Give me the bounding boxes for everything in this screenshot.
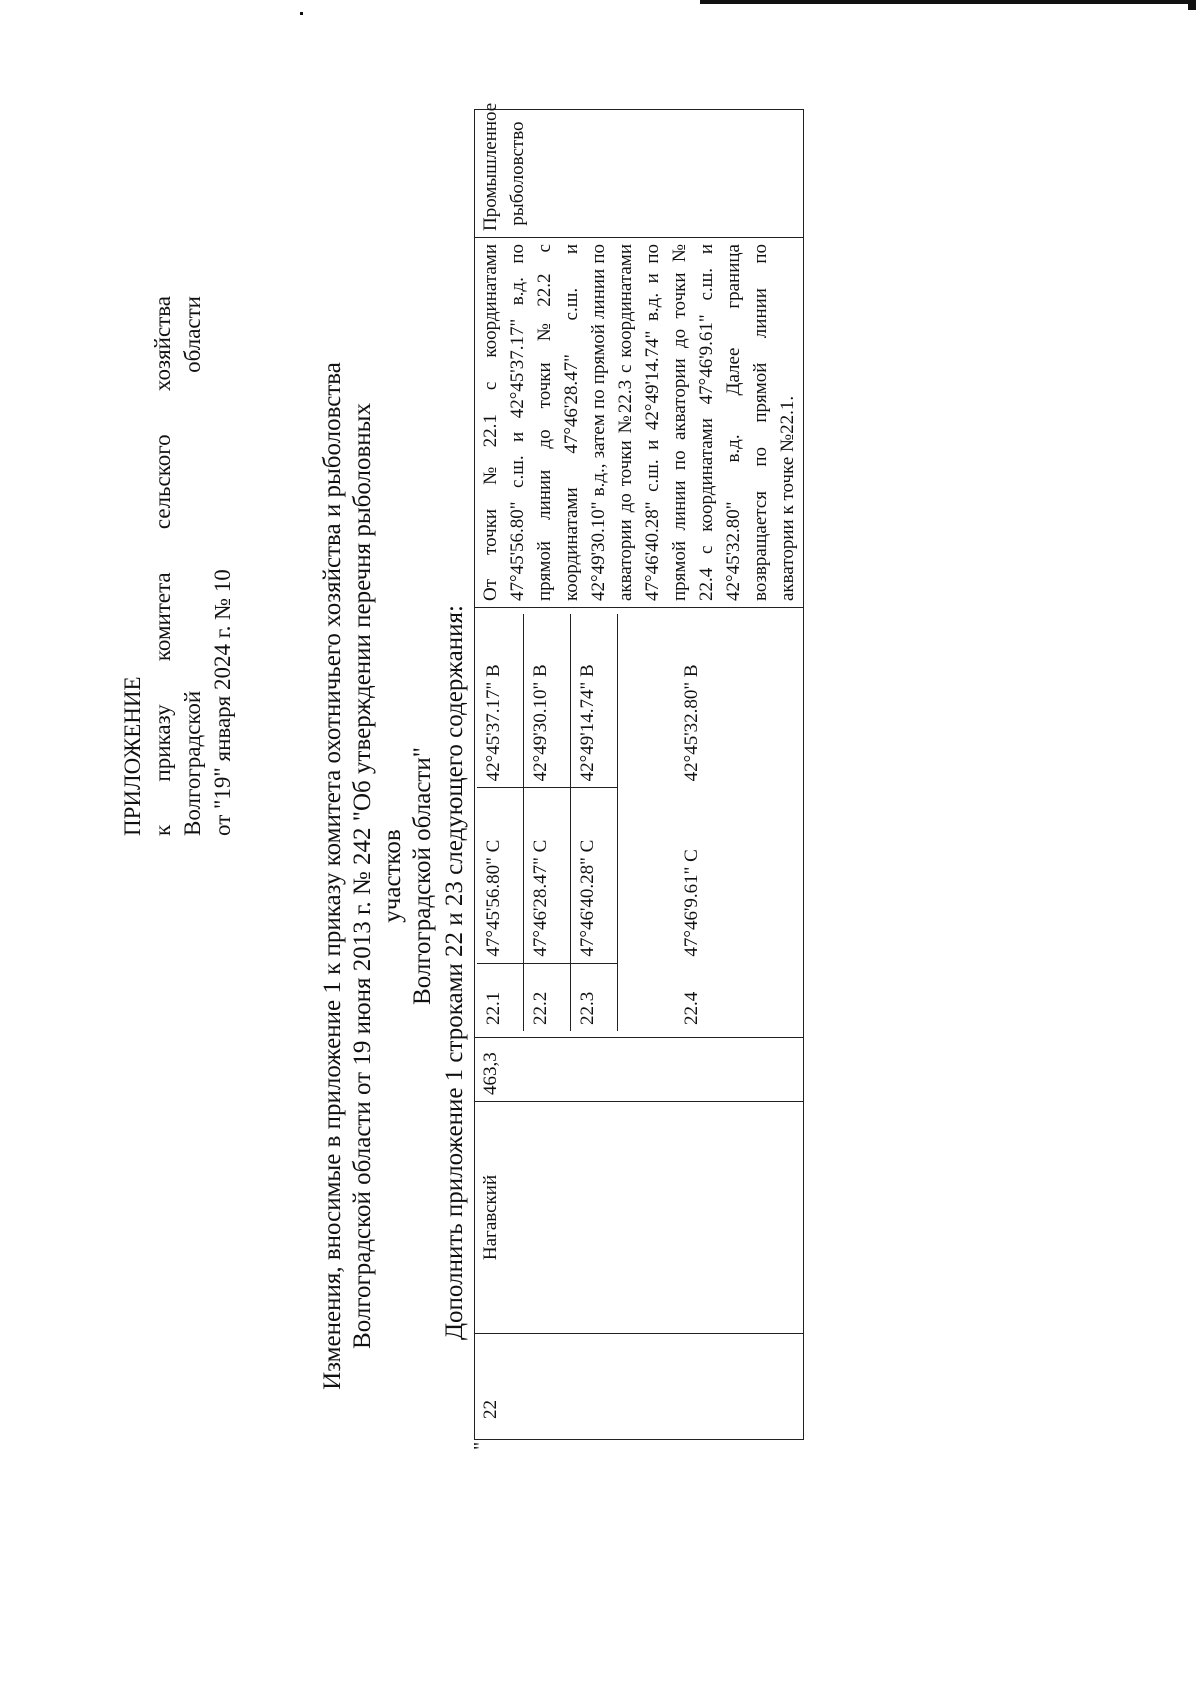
approval-region: Волгоградской [180, 690, 205, 836]
intro-text: Дополнить приложение 1 строками 22 и 23 следующего содержания: [441, 605, 468, 1340]
area-name-cell: Нагавский [475, 1102, 804, 1334]
area-size-cell: 463,3 [475, 1038, 804, 1102]
coordinates-cell [475, 608, 804, 1038]
point-latitude: 47°46'40.28" С [571, 787, 617, 962]
approval-line-1: к приказу комитета сельского хозяйства [150, 296, 175, 836]
coordinate-row-2 [524, 614, 571, 1031]
approval-region-suffix: области [180, 296, 205, 373]
approval-title: ПРИЛОЖЕНИЕ [120, 676, 145, 836]
row-number-cell: 22 [475, 1334, 804, 1440]
point-id: 22.3 [571, 963, 617, 1031]
heading-line-1: Изменения, вносимые в приложение 1 к приказу комитета охотничьего хозяйства и рыболовства [319, 362, 346, 1390]
coordinate-row-4 [618, 614, 708, 1031]
coordinate-row-3 [571, 614, 618, 1031]
point-latitude: 47°46'9.61" С [681, 849, 702, 957]
point-id: 22.1 [477, 963, 523, 1031]
opening-quote: " [470, 1441, 492, 1450]
heading-line-3: Волгоградской области" [409, 747, 436, 1005]
point-longitude: 42°45'32.80" В [681, 664, 702, 782]
point-longitude: 42°49'14.74" В [577, 664, 598, 782]
approval-line-2 [178, 296, 208, 836]
table-row [475, 110, 804, 1440]
fishing-area-table [474, 102, 804, 1440]
document-heading [318, 356, 438, 1396]
point-latitude: 47°46'28.47" С [524, 787, 570, 962]
boundary-description-cell: От точки №22.1 с координатами 47°45'56.80" с.ш. и 42°45'37.17" в.д. по прямой линии до точки №22.2 с координатами 47°46'28.47" с.ш. и 42°49'30.10" в.д., затем по прямой линии по акватории до точки №22.3 с координатами 47°46'40.28" с.ш. и 42°49'14.74" в.д. и по прямой линии по акватории до точки № 22.4 с координатами 47°46'9.61" с.ш. и 42°45'32.80" в.д. Далее граница возвращается по прямой линии по акватории к точке №22.1. [475, 238, 804, 608]
point-longitude: 42°49'30.10" В [530, 664, 551, 782]
point-longitude: 42°45'37.17" В [483, 664, 504, 782]
purpose-cell: Промышленное рыболовство [475, 110, 804, 238]
point-latitude: 47°45'56.80" С [477, 787, 523, 962]
heading-line-2: Волгоградской области от 19 июня 2013 г. № 242 "Об утверждении перечня рыболовных участков [349, 403, 406, 1349]
point-id: 22.2 [524, 963, 570, 1031]
approval-date: от "19" января 2024 г. № 10 [210, 569, 235, 836]
coordinate-row-1 [477, 614, 524, 1031]
approval-block [118, 296, 238, 836]
point-id: 22.4 [681, 991, 702, 1025]
